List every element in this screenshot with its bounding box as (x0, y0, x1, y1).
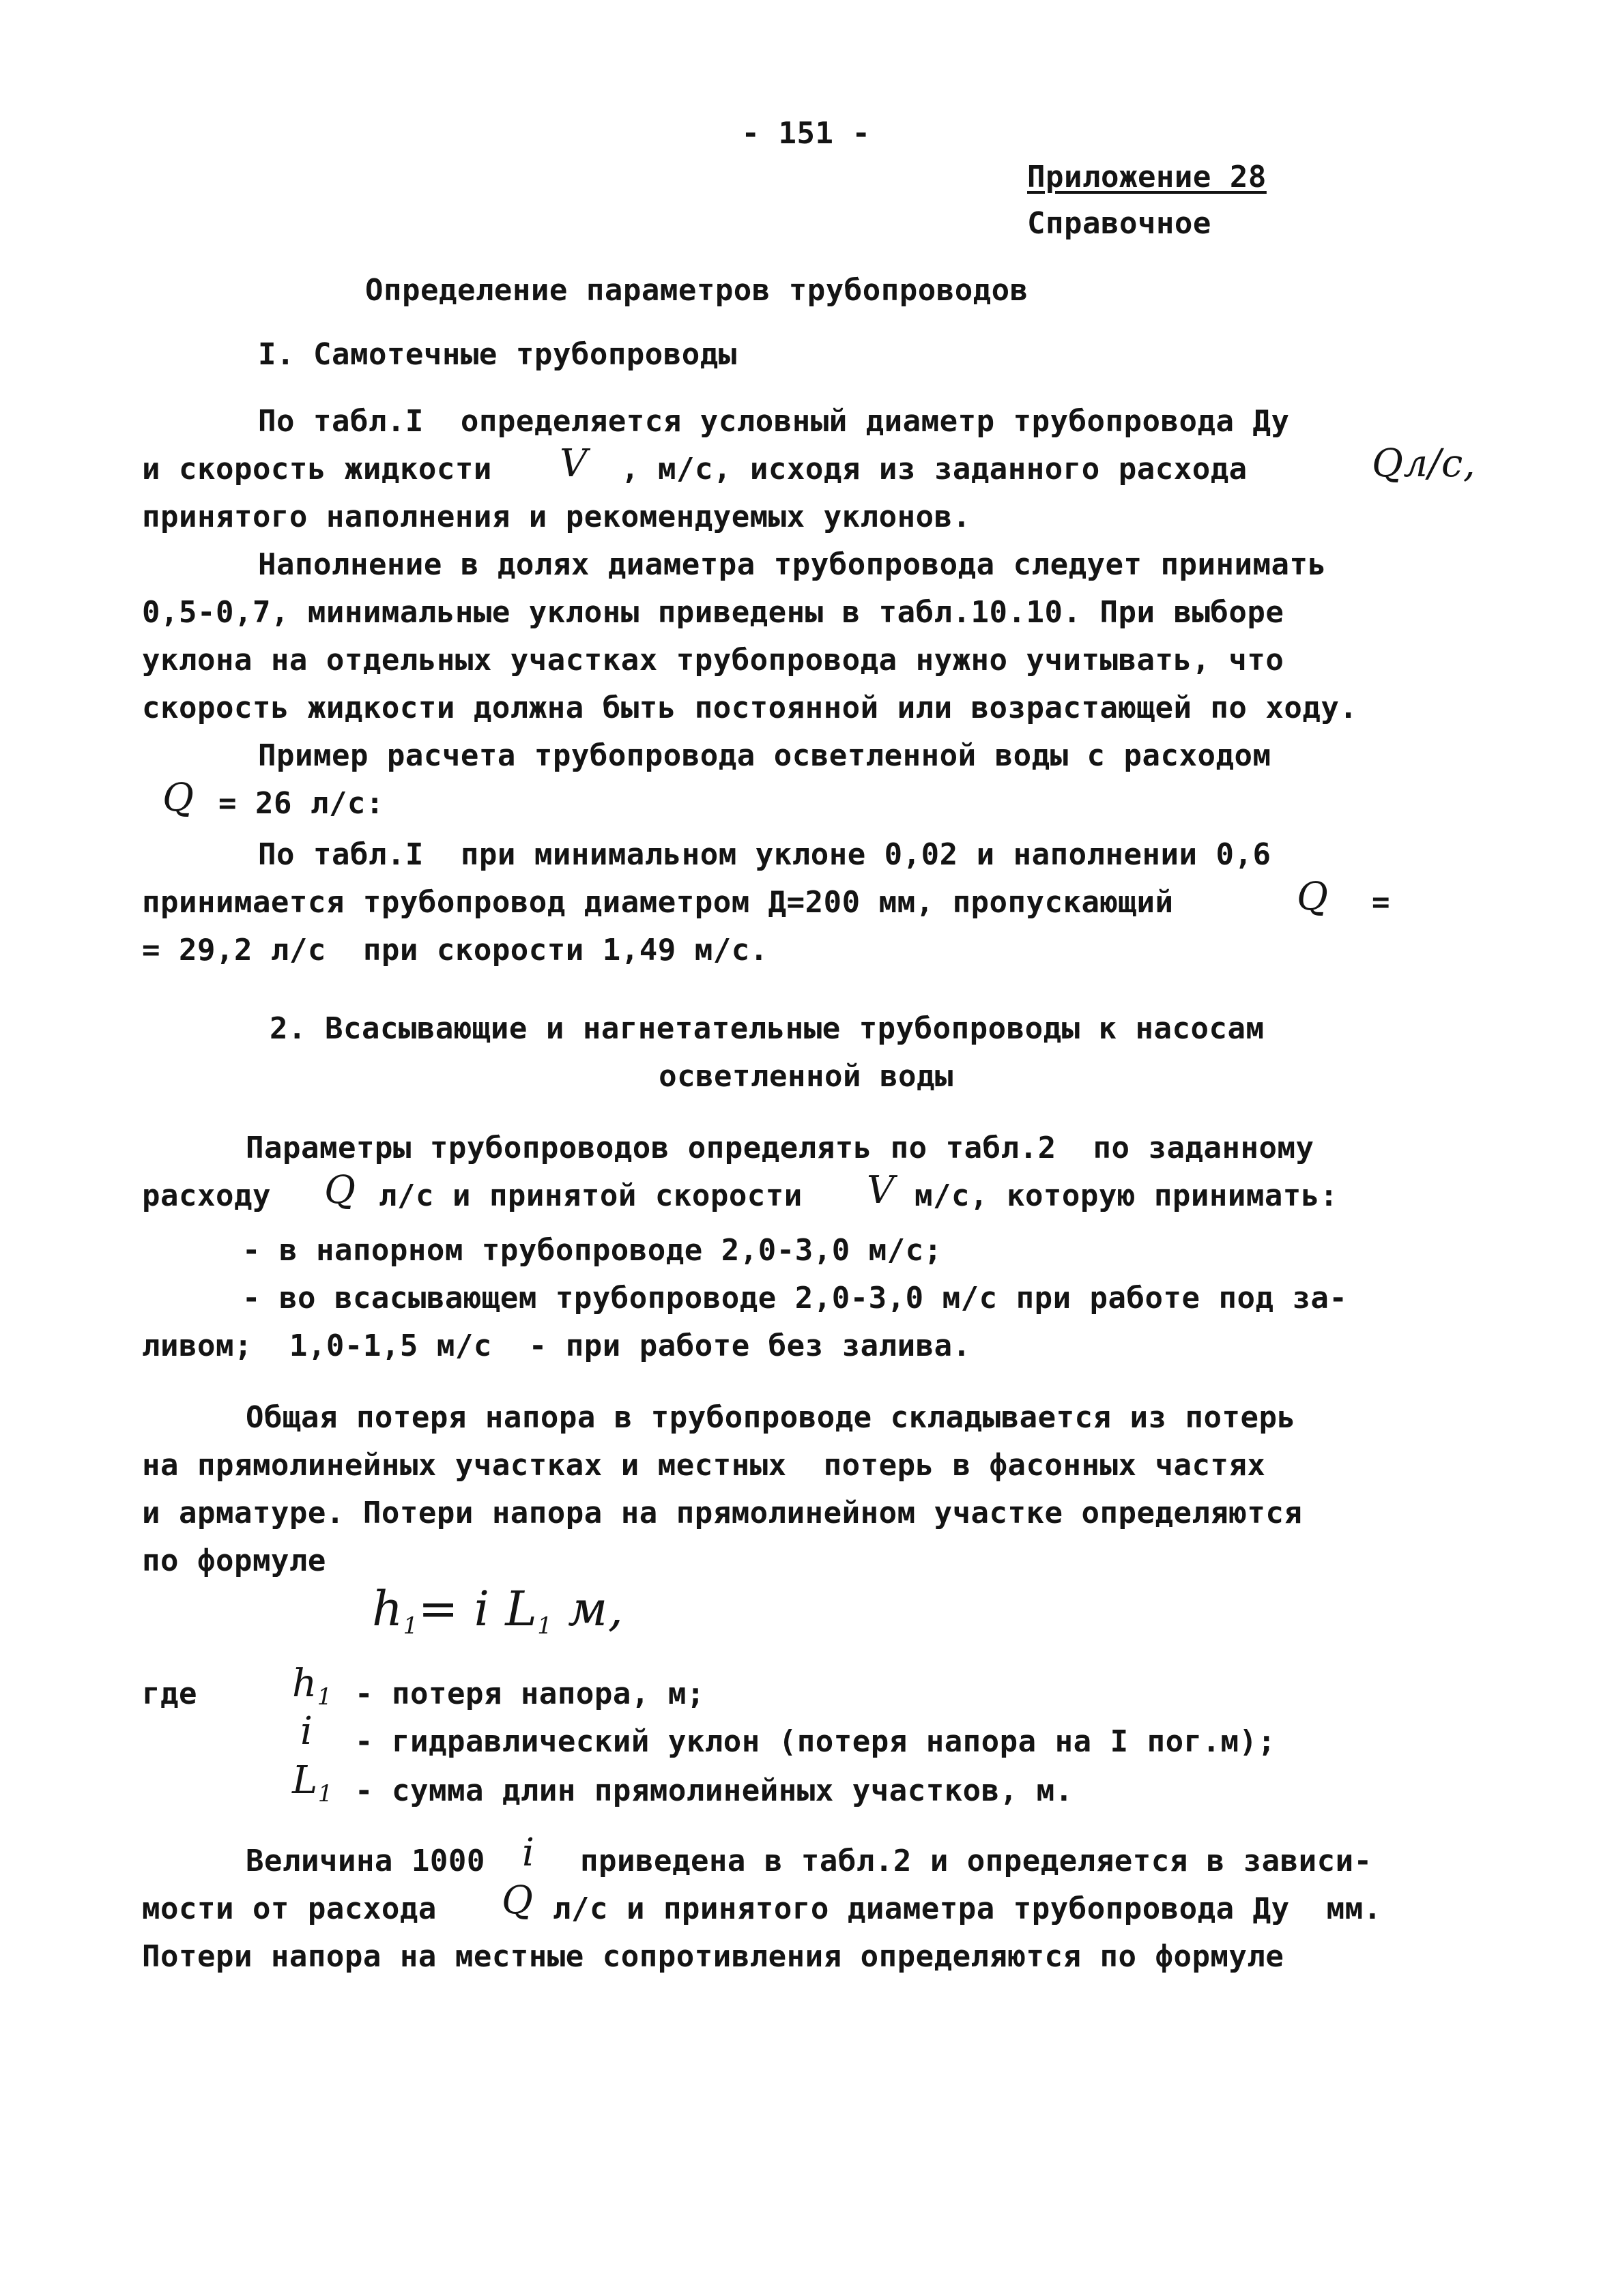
legend-l-desc: - сумма длин прямолинейных участков, м. (355, 1773, 1074, 1808)
formula-h: h (372, 1581, 403, 1637)
p1-line2b: , м/с, исходя из заданного расхода (621, 452, 1248, 486)
p2-line2: 0,5-0,7, минимальные уклоны приведены в табл.10.10. При выборе (142, 595, 1284, 630)
p6-line2: на прямолинейных участках и местных потерь в фасонных частях (142, 1448, 1266, 1483)
p5-line2b: л/с и принятой скорости (379, 1178, 803, 1213)
p4-line2a: принимается трубопровод диаметром Д=200 мм, пропускающий (142, 885, 1174, 920)
p7-line2b: л/с и принятого диаметра трубопровода Ду мм. (553, 1891, 1382, 1926)
p1-line2a: и скорость жидкости (142, 452, 492, 486)
section2-heading-line2: осветленной воды (659, 1059, 953, 1094)
legend-where: где (142, 1676, 197, 1711)
bullet-suction-pipe-cont: ливом; 1,0-1,5 м/с - при работе без залива. (142, 1328, 971, 1363)
flow-unit-symbol: Qл/с, (1372, 441, 1476, 486)
p6-line1: Общая потеря напора в трубопроводе складывается из потерь (246, 1400, 1296, 1435)
p7-line3: Потери напора на местные сопротивления определяются по формуле (142, 1939, 1284, 1974)
formula-eq: = i L (418, 1581, 538, 1637)
p2-line3: уклона на отдельных участках трубопровода нужно учитывать, что (142, 643, 1284, 678)
formula-unit: м, (568, 1581, 624, 1637)
p6-line4: по формуле (142, 1543, 326, 1578)
document-title: Определение параметров трубопроводов (365, 273, 1028, 308)
p6-line3: и арматуре. Потери напора на прямолинейном участке определяются (142, 1496, 1303, 1530)
p4-line3: = 29,2 л/с при скорости 1,49 м/с. (142, 933, 768, 968)
legend-i-desc: - гидравлический уклон (потеря напора на I пог.м); (355, 1724, 1276, 1759)
slope-symbol: i (522, 1831, 535, 1875)
p2-line4: скорость жидкости должна быть постоянной или возрастающей по ходу. (142, 691, 1358, 725)
appendix-type: Справочное (1027, 206, 1211, 241)
p1-line1: По табл.I определяется условный диаметр трубопровода Ду (258, 404, 1290, 439)
appendix-label: Приложение 28 (1027, 160, 1267, 194)
p7-line2a: мости от расхода (142, 1891, 437, 1926)
velocity-symbol: V (867, 1168, 895, 1212)
bullet-suction-pipe: - во всасывающем трубопроводе 2,0-3,0 м/с при работе под за- (242, 1281, 1348, 1316)
p4-line2b: = (1372, 885, 1390, 920)
flow-symbol: Q (502, 1878, 534, 1923)
p5-line2a: расходу (142, 1178, 271, 1213)
flow-symbol: Q (324, 1168, 356, 1212)
p2-line1: Наполнение в долях диаметра трубопровода следует принимать (258, 547, 1327, 582)
formula-l-subscript: 1 (537, 1612, 553, 1640)
p5-line1: Параметры трубопроводов определять по табл.2 по заданному (246, 1131, 1314, 1165)
p1-line3: принятого наполнения и рекомендуемых уклонов. (142, 499, 971, 534)
legend-h-desc: - потеря напора, м; (355, 1676, 705, 1711)
velocity-symbol: V (560, 441, 588, 486)
legend-l-symbol: $L_1$ (292, 1758, 333, 1807)
p4-line1: По табл.I при минимальном уклоне 0,02 и наполнении 0,6 (258, 837, 1271, 872)
flow-symbol: Q (1297, 875, 1329, 919)
p3-line2: = 26 л/с: (218, 786, 384, 821)
page-number: - 151 - (741, 116, 871, 151)
p5-line2c: м/с, которую принимать: (915, 1178, 1338, 1213)
head-loss-formula (372, 1582, 623, 1653)
legend-h-symbol: $h_1$ (292, 1661, 332, 1711)
formula-h-subscript: 1 (403, 1612, 418, 1640)
section2-heading-line1: 2. Всасывающие и нагнетательные трубопроводы к насосам (270, 1011, 1265, 1046)
bullet-pressure-pipe: - в напорном трубопроводе 2,0-3,0 м/с; (242, 1233, 942, 1268)
legend-i-symbol: i (300, 1709, 313, 1754)
p3-line1: Пример расчета трубопровода осветленной воды с расходом (258, 738, 1271, 773)
section1-heading: I. Самотечные трубопроводы (258, 337, 737, 372)
flow-symbol: Q (162, 776, 195, 820)
p7-line1b: приведена в табл.2 и определяется в зависи- (580, 1844, 1372, 1878)
p7-line1a: Величина 1000 (246, 1844, 485, 1878)
